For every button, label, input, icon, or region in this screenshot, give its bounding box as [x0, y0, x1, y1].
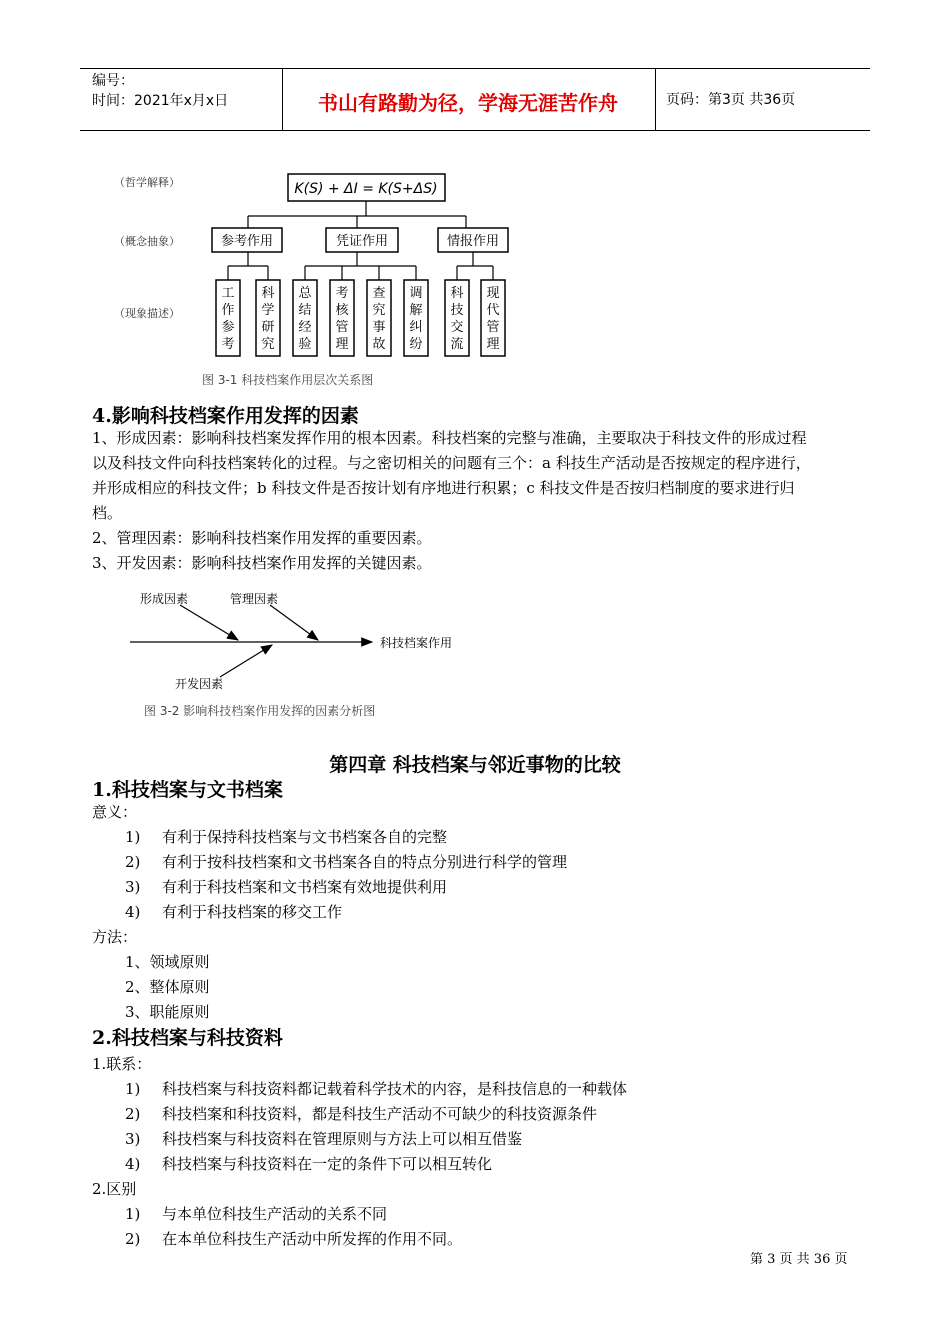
chapter-body: [92, 800, 872, 1252]
leaf-char: 科: [261, 286, 275, 301]
leaf-char: 现: [486, 286, 500, 301]
page-footer: 第 3 页 共 36 页: [750, 1252, 848, 1267]
list-number: 2): [125, 1105, 141, 1123]
leaf-char: 核: [335, 303, 349, 318]
factor-label: 管理因素: [230, 592, 279, 606]
list-text: 科技档案与科技资料都记载着科学技术的内容，是科技信息的一种载体: [162, 1080, 628, 1098]
leaf-labels: [221, 285, 499, 352]
doc-time-label: 时间：2021年x月x日: [92, 93, 229, 109]
list-text: 科技档案与科技资料在一定的条件下可以相互转化: [162, 1155, 493, 1173]
list-item: [125, 1152, 872, 1177]
figure-caption: 图 3-2 影响科技档案作用发挥的因素分析图: [144, 704, 376, 718]
para-line: 3、开发因素：影响科技档案作用发挥的关键因素。: [92, 554, 432, 572]
para-line: 档。: [92, 504, 123, 522]
leaf-char: 研: [261, 320, 275, 335]
list-item: 3、职能原则: [125, 1003, 210, 1021]
leaf-char: 故: [372, 337, 386, 352]
leaf-char: 流: [450, 337, 464, 352]
list-text: 有利于科技档案和文书档案有效地提供利用: [162, 878, 448, 896]
leaf-char: 纷: [409, 337, 423, 352]
list-item: [125, 900, 872, 925]
section-heading: 1.科技档案与文书档案: [92, 779, 283, 801]
leaf-char: 纠: [409, 320, 423, 335]
leaf-char: 考: [221, 337, 235, 352]
group-label: 情报作用: [446, 234, 500, 249]
figure-3-1: [100, 160, 520, 395]
figure-caption: 图 3-1 科技档案作用层次关系图: [202, 373, 374, 387]
label: 1.联系：: [92, 1055, 152, 1073]
doc-number-label: 编号：: [92, 73, 134, 89]
leaf-char: 验: [298, 337, 312, 352]
meaning-list: [92, 825, 872, 925]
level-label: （概念抽象）: [114, 235, 180, 248]
level-label: （哲学解释）: [114, 176, 180, 189]
list-text: 有利于科技档案的移交工作: [162, 903, 343, 921]
header-page-label: 页码：第3页 共36页: [666, 92, 796, 108]
list-number: 4): [125, 903, 141, 921]
para-line: 并形成相应的科技文件；b 科技文件是否按计划有序地进行积累；c 科技文件是否按归档制度的要求进行归: [92, 479, 795, 497]
list-number: 2): [125, 853, 141, 871]
page-header: [80, 68, 870, 131]
list-number: 3): [125, 878, 141, 896]
list-item: 2、整体原则: [125, 978, 210, 996]
factor-label: 开发因素: [175, 677, 224, 691]
figure-3-2: [120, 585, 480, 725]
para-line: 2、管理因素：影响科技档案作用发挥的重要因素。: [92, 529, 432, 547]
leaf-char: 科: [450, 286, 464, 301]
link-list: [92, 1077, 872, 1177]
header-motto: 书山有路勤为径，学海无涯苦作舟: [318, 91, 618, 115]
paragraph: [92, 426, 811, 576]
list-item: [125, 825, 872, 850]
method-list: [92, 950, 872, 1025]
list-number: 4): [125, 1155, 141, 1173]
leaf-char: 理: [486, 337, 500, 352]
leaf-char: 究: [372, 303, 386, 318]
leaf-char: 参: [221, 320, 235, 335]
para-line: 1、形成因素：影响科技档案发挥作用的根本因素。科技档案的完整与准确，主要取决于科技文件的形成过程: [92, 429, 807, 447]
leaf-char: 代: [486, 303, 500, 318]
list-item: [125, 1127, 872, 1152]
level-label: （现象描述）: [114, 307, 180, 320]
list-number: 2): [125, 1230, 141, 1248]
list-number: 1): [125, 1080, 141, 1098]
group-label: 参考作用: [220, 234, 274, 249]
list-text: 有利于按科技档案和文书档案各自的特点分别进行科学的管理: [162, 853, 568, 871]
leaf-char: 理: [335, 337, 349, 352]
label: 2.区别: [92, 1180, 137, 1198]
leaf-char: 交: [450, 320, 464, 335]
list-item: [125, 875, 872, 900]
list-item: [125, 850, 872, 875]
leaf-char: 技: [450, 303, 464, 318]
leaf-char: 事: [372, 320, 386, 335]
list-number: 3): [125, 1130, 141, 1148]
target-label: 科技档案作用: [380, 636, 453, 650]
leaf-char: 考: [335, 286, 349, 301]
list-number: 1): [125, 1205, 141, 1223]
leaf-char: 结: [298, 303, 312, 318]
leaf-char: 作: [221, 303, 235, 318]
leaf-char: 工: [221, 286, 235, 301]
leaf-char: 管: [486, 320, 500, 335]
list-text: 有利于保持科技档案与文书档案各自的完整: [162, 828, 448, 846]
leaf-char: 调: [409, 286, 423, 301]
list-number: 1): [125, 828, 141, 846]
leaf-char: 管: [335, 320, 349, 335]
list-text: 科技档案和科技资料，都是科技生产活动不可缺少的科技资源条件: [162, 1105, 598, 1123]
group-label: 凭证作用: [335, 234, 389, 249]
header-meta: [92, 71, 228, 111]
list-item: [125, 1102, 872, 1127]
label: 方法：: [92, 928, 138, 946]
list-item: [125, 1077, 872, 1102]
section-heading: 2.科技档案与科技资料: [92, 1027, 283, 1049]
list-text: 在本单位科技生产活动中所发挥的作用不同。: [162, 1230, 463, 1248]
list-text: 科技档案与科技资料在管理原则与方法上可以相互借鉴: [162, 1130, 523, 1148]
label: 意义：: [92, 803, 138, 821]
leaf-char: 解: [409, 303, 423, 318]
list-item: [125, 1202, 872, 1227]
list-item: 1、领域原则: [125, 953, 210, 971]
formula: K(S) + ΔI = K(S+ΔS): [294, 181, 438, 197]
chapter-title: 第四章 科技档案与邻近事物的比较: [329, 754, 621, 776]
section-heading: 4.影响科技档案作用发挥的因素: [92, 405, 359, 427]
header-divider: [655, 69, 656, 130]
leaf-char: 学: [261, 303, 275, 318]
list-text: 与本单位科技生产活动的关系不同: [162, 1205, 388, 1223]
para-line: 以及科技文件向科技档案转化的过程。与之密切相关的问题有三个：a 科技生产活动是否按规定的程序进行，: [92, 454, 811, 472]
factor-label: 形成因素: [140, 592, 189, 606]
diff-list: [92, 1202, 872, 1252]
leaf-char: 查: [372, 286, 386, 301]
leaf-char: 究: [261, 337, 275, 352]
leaf-char: 总: [298, 286, 312, 301]
leaf-char: 经: [298, 320, 312, 335]
